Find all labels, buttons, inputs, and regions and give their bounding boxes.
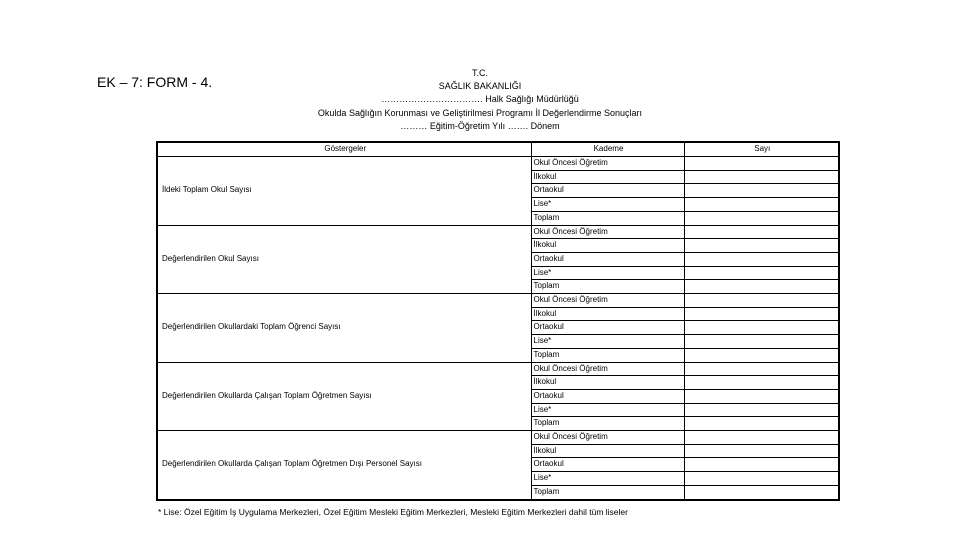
level-cell: İlkokul <box>531 170 684 184</box>
table-row <box>157 157 839 171</box>
count-input-cell[interactable] <box>684 403 839 417</box>
table-row <box>157 294 839 308</box>
column-header-level: Kademe <box>531 142 684 157</box>
count-input-cell[interactable] <box>684 170 839 184</box>
count-input-cell[interactable] <box>684 280 839 294</box>
table-body <box>157 157 839 500</box>
level-cell: Toplam <box>531 280 684 294</box>
level-cell: Okul Öncesi Öğretim <box>531 225 684 239</box>
count-input-cell[interactable] <box>684 225 839 239</box>
count-input-cell[interactable] <box>684 321 839 335</box>
count-input-cell[interactable] <box>684 458 839 472</box>
level-cell: Okul Öncesi Öğretim <box>531 294 684 308</box>
indicator-cell: Değerlendirilen Okullarda Çalışan Toplam Öğretmen Sayısı <box>157 362 531 431</box>
count-input-cell[interactable] <box>684 444 839 458</box>
count-input-cell[interactable] <box>684 184 839 198</box>
level-cell: Lise* <box>531 472 684 486</box>
column-header-indicators: Göstergeler <box>157 142 531 157</box>
document-header <box>250 67 710 133</box>
evaluation-table <box>156 141 840 501</box>
level-cell: Toplam <box>531 485 684 499</box>
count-input-cell[interactable] <box>684 294 839 308</box>
indicator-cell: Değerlendirilen Okul Sayısı <box>157 225 531 294</box>
count-input-cell[interactable] <box>684 417 839 431</box>
level-cell: Lise* <box>531 335 684 349</box>
form-label: EK – 7: FORM - 4. <box>97 74 213 90</box>
count-input-cell[interactable] <box>684 211 839 225</box>
level-cell: Ortaokul <box>531 389 684 403</box>
level-cell: Toplam <box>531 417 684 431</box>
count-input-cell[interactable] <box>684 307 839 321</box>
count-input-cell[interactable] <box>684 335 839 349</box>
level-cell: İlkokul <box>531 239 684 253</box>
header-line-ministry: SAĞLIK BAKANLIĞI <box>438 81 522 92</box>
count-input-cell[interactable] <box>684 348 839 362</box>
level-cell: İlkokul <box>531 307 684 321</box>
level-cell: İlkokul <box>531 444 684 458</box>
count-input-cell[interactable] <box>684 252 839 266</box>
level-cell: Lise* <box>531 266 684 280</box>
count-input-cell[interactable] <box>684 239 839 253</box>
header-line-program: Okulda Sağlığın Korunması ve Geliştirilmesi Programı İl Değerlendirme Sonuçları <box>317 107 643 118</box>
indicator-cell: Değerlendirilen Okullardaki Toplam Öğrenci Sayısı <box>157 294 531 363</box>
table-row <box>157 431 839 445</box>
level-cell: Lise* <box>531 403 684 417</box>
count-input-cell[interactable] <box>684 472 839 486</box>
count-input-cell[interactable] <box>684 362 839 376</box>
level-cell: Ortaokul <box>531 458 684 472</box>
count-input-cell[interactable] <box>684 431 839 445</box>
table-header-row <box>157 142 839 157</box>
indicator-cell: Değerlendirilen Okullarda Çalışan Toplam Öğretmen Dışı Personel Sayısı <box>157 431 531 500</box>
level-cell: Okul Öncesi Öğretim <box>531 362 684 376</box>
level-cell: İlkokul <box>531 376 684 390</box>
indicator-cell: İldeki Toplam Okul Sayısı <box>157 157 531 226</box>
count-input-cell[interactable] <box>684 485 839 499</box>
level-cell: Ortaokul <box>531 321 684 335</box>
level-cell: Toplam <box>531 211 684 225</box>
table-row <box>157 225 839 239</box>
column-header-count: Sayı <box>684 142 839 157</box>
count-input-cell[interactable] <box>684 376 839 390</box>
level-cell: Ortaokul <box>531 184 684 198</box>
count-input-cell[interactable] <box>684 266 839 280</box>
level-cell: Okul Öncesi Öğretim <box>531 157 684 171</box>
level-cell: Ortaokul <box>531 252 684 266</box>
level-cell: Okul Öncesi Öğretim <box>531 431 684 445</box>
count-input-cell[interactable] <box>684 157 839 171</box>
count-input-cell[interactable] <box>684 389 839 403</box>
footnote: * Lise: Özel Eğitim İş Uygulama Merkezleri, Özel Eğitim Mesleki Eğitim Merkezleri, Mesleki Eğitim Merkezleri dahil tüm liseler <box>158 507 628 517</box>
table-row <box>157 362 839 376</box>
level-cell: Toplam <box>531 348 684 362</box>
level-cell: Lise* <box>531 198 684 212</box>
header-line-period: ……… Eğitim-Öğretim Yılı ……. Dönem <box>400 120 560 131</box>
header-line-tc: T.C. <box>471 68 488 78</box>
count-input-cell[interactable] <box>684 198 839 212</box>
header-line-directorate: ……………………………. Halk Sağlığı Müdürlüğü <box>381 94 579 105</box>
